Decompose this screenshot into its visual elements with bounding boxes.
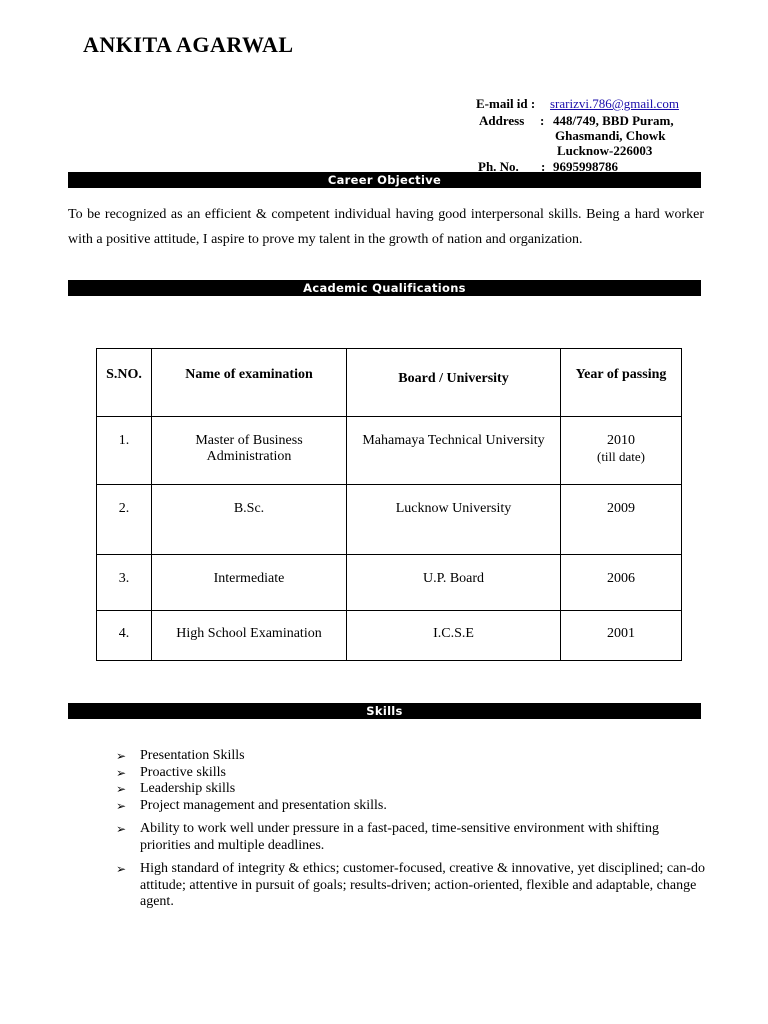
table-row (97, 417, 682, 485)
row-3-year: 2006 (561, 555, 682, 611)
address-line-2: Ghasmandi, Chowk (555, 128, 666, 143)
arrow-bullet-icon: ➢ (116, 822, 127, 836)
row-4-year: 2001 (561, 611, 682, 661)
row-1-year-note: (till date) (596, 449, 645, 464)
row-1-board: Mahamaya Technical University (347, 417, 561, 485)
table-header-row (97, 349, 682, 417)
arrow-bullet-icon: ➢ (116, 749, 127, 763)
arrow-bullet-icon: ➢ (116, 782, 127, 796)
email-link[interactable]: srarizvi.786@gmail.com (550, 96, 679, 111)
list-item (116, 748, 706, 765)
row-3-sno: 3. (97, 555, 152, 611)
address-separator: : (540, 113, 545, 128)
list-item (116, 821, 706, 854)
candidate-name: ANKITA AGARWAL (83, 32, 294, 57)
row-1-year: 2010 (607, 433, 635, 448)
arrow-bullet-icon: ➢ (116, 765, 127, 780)
academic-table (96, 348, 682, 661)
skill-text: Project management and presentation skills. (140, 797, 387, 813)
address-line-3: Lucknow-226003 (557, 143, 653, 158)
row-1-year-cell (561, 417, 682, 485)
arrow-bullet-icon: ➢ (116, 862, 127, 876)
list-item (116, 781, 706, 798)
row-2-sno: 2. (97, 485, 152, 555)
skill-text: Leadership skills (140, 781, 236, 796)
table-row (97, 485, 682, 555)
career-objective-heading: Career Objective (68, 172, 701, 188)
row-4-board: I.C.S.E (347, 611, 561, 661)
skill-text: Proactive skills (140, 764, 226, 780)
row-4-sno: 4. (97, 611, 152, 661)
row-1-exam: Master of Business Administration (152, 417, 347, 485)
academic-qualifications-heading: Academic Qualifications (68, 280, 701, 296)
skill-text: High standard of integrity & ethics; customer-focused, creative & innovative, yet disciplined; can-do attitude; attentive in pursuit of goals; results-driven; action-oriented, flexible and adaptable, change agent. (140, 861, 705, 909)
row-2-year: 2009 (561, 485, 682, 555)
row-3-exam: Intermediate (152, 555, 347, 611)
skills-list (116, 748, 706, 911)
skill-text: Ability to work well under pressure in a fast-paced, time-sensitive environment with shifting priorities and multiple deadlines. (140, 821, 660, 853)
row-4-exam: High School Examination (152, 611, 347, 661)
table-row (97, 611, 682, 661)
arrow-bullet-icon: ➢ (116, 798, 127, 813)
header-board: Board / University (347, 349, 561, 417)
header-year: Year of passing (561, 349, 682, 417)
table-row (97, 555, 682, 611)
list-item (116, 861, 706, 911)
phone-separator: : (541, 159, 546, 172)
phone-label: Ph. No. (478, 159, 519, 172)
email-label: E-mail id : (476, 96, 536, 111)
list-item (116, 798, 706, 815)
address-line-1: 448/749, BBD Puram, (553, 113, 674, 128)
row-3-board: U.P. Board (347, 555, 561, 611)
row-1-sno: 1. (97, 417, 152, 485)
header-sno: S.NO. (97, 349, 152, 417)
row-2-board: Lucknow University (347, 485, 561, 555)
career-objective-text: To be recognized as an efficient & competent individual having good interpersonal skills. Being a hard worker with a positive attitude, I aspire to prove my talent in the growth of nation and organization. (68, 207, 704, 247)
header-exam: Name of examination (152, 349, 347, 417)
skill-text: Presentation Skills (140, 748, 245, 763)
skills-heading: Skills (68, 703, 701, 719)
list-item (116, 765, 706, 782)
address-label: Address (479, 113, 525, 128)
phone-number: 9695998786 (553, 159, 618, 172)
row-2-exam: B.Sc. (152, 485, 347, 555)
